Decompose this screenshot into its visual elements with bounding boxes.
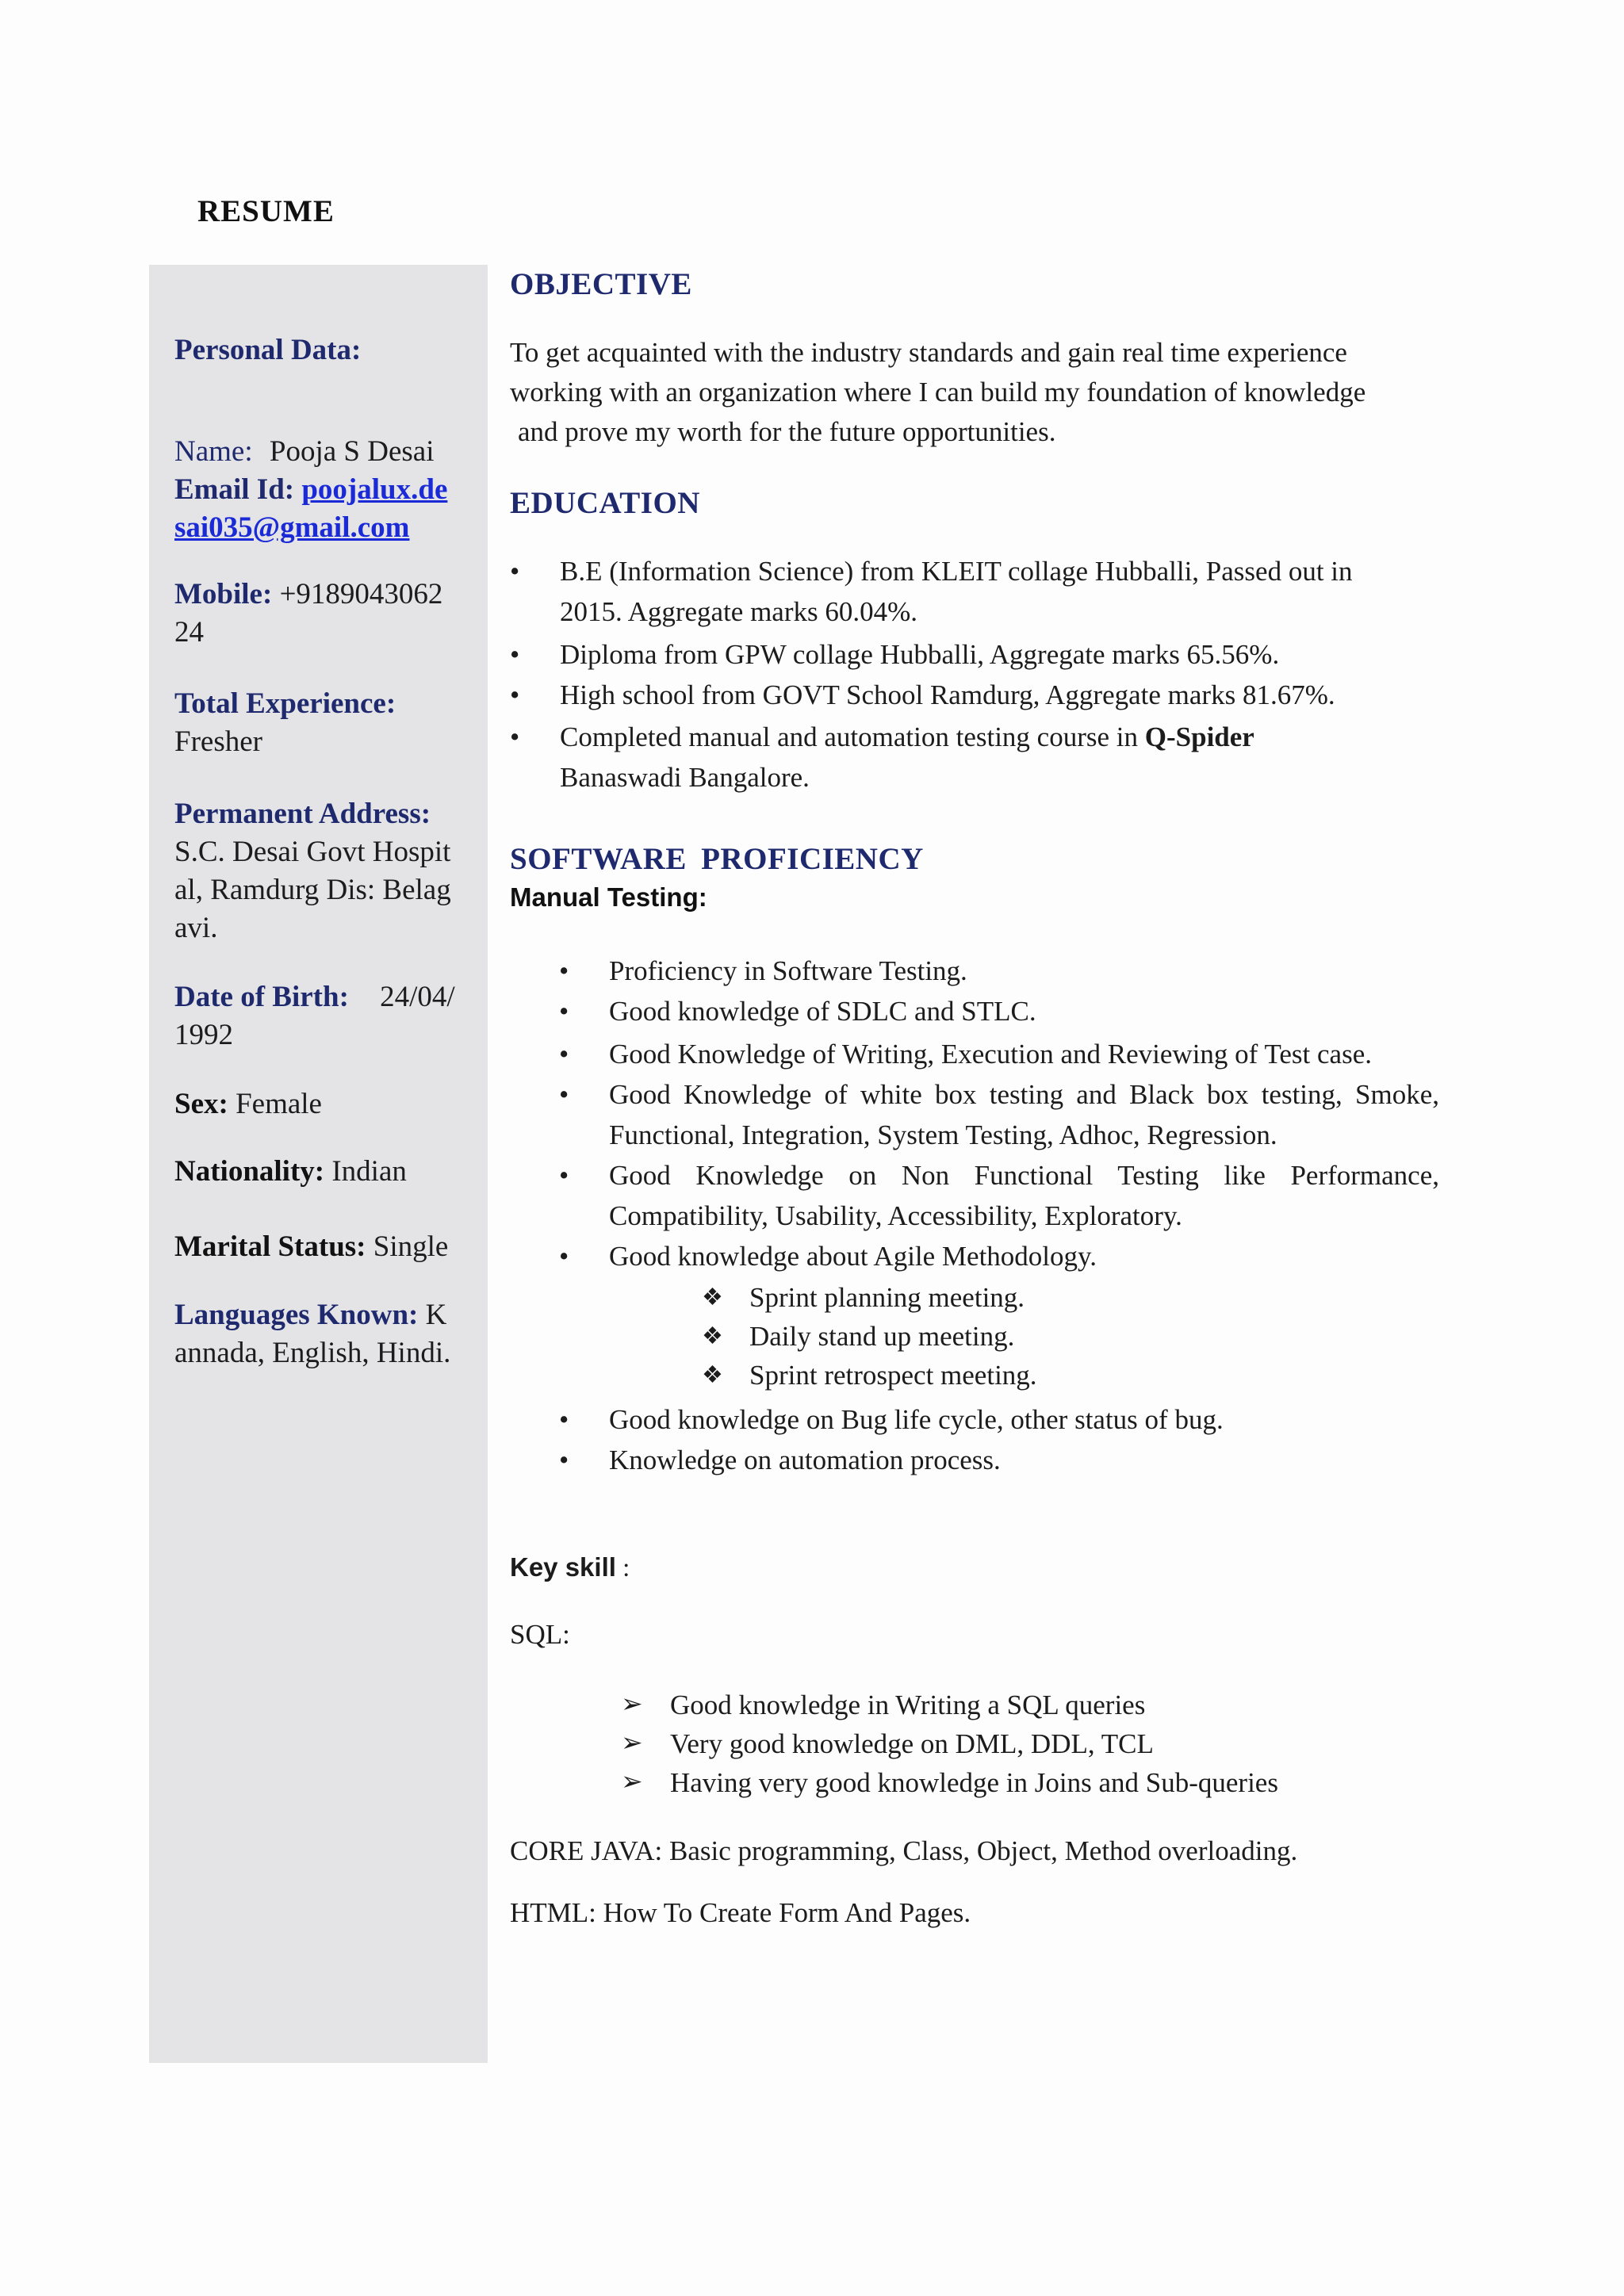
email-field [174,471,476,547]
bullet-icon: • [559,1039,569,1070]
objective-line-1: To get acquainted with the industry standards and gain real time experience [510,337,1347,368]
sex-label: Sex: [174,1088,228,1120]
education-item: • B.E (Information Science) from KLEIT collage Hubballi, Passed out in 2015. Aggregate marks 60.04%. [510,551,1446,632]
dob-value-part2: 1992 [174,1019,233,1051]
core-java-line: CORE JAVA: Basic programming, Class, Object, Method overloading. [510,1835,1298,1866]
agile-item: ❖ Daily stand up meeting. [702,1317,1336,1356]
experience-field [174,685,476,761]
languages-value-part2: annada, English, Hindi. [174,1337,451,1369]
bullet-icon: • [559,955,569,986]
diamond-bullet-icon: ❖ [702,1284,723,1311]
sex-field [174,1085,476,1123]
experience-label: Total Experience: [174,687,396,720]
mobile-label: Mobile: [174,578,273,610]
html-line: HTML: How To Create Form And Pages. [510,1897,971,1928]
software-heading: SOFTWARE PROFICIENCY [510,842,924,876]
name-field [174,433,476,471]
key-skill-colon: : [622,1554,630,1582]
education-item: • Diploma from GPW collage Hubballi, Aggregate marks 65.56%. [510,634,1446,675]
mobile-field [174,576,476,652]
languages-label: Languages Known: [174,1299,419,1331]
agile-item: ❖ Sprint retrospect meeting. [702,1356,1336,1395]
address-line-2: al, Ramdurg Dis: Belag [174,874,451,906]
key-skill-label: Key skill [510,1552,616,1582]
agile-item: ❖ Sprint planning meeting. [702,1278,1336,1317]
bullet-icon: • [510,721,520,752]
bullet-icon: • [510,679,520,710]
bullet-icon: • [510,556,520,587]
marital-value: Single [373,1230,449,1263]
objective-line-3: and prove my worth for the future opportunities. [518,416,1056,447]
name-value: Pooja S Desai [269,435,435,468]
diamond-bullet-icon: ❖ [702,1362,723,1388]
skill-item: • Good Knowledge of Writing, Execution and Reviewing of Test case. [559,1034,1439,1074]
bullet-icon: • [559,1079,569,1110]
education-list [510,551,1446,798]
mobile-value-part1: +9189043062 [279,578,443,610]
bullet-icon: • [559,1241,569,1272]
manual-testing-subheading: Manual Testing: [510,882,707,912]
sql-item: ➢ Very good knowledge on DML, DDL, TCL [621,1724,1446,1763]
name-label: Name: [174,435,253,468]
resume-title: RESUME [197,194,335,228]
objective-text [510,333,1446,452]
arrow-bullet-icon: ➢ [621,1690,643,1719]
skill-item: • Good Knowledge of white box testing and Black box testing, Smoke, Functional, Integration, System Testing, Adhoc, Regression. [559,1074,1439,1155]
bullet-icon: • [559,996,569,1027]
arrow-bullet-icon: ➢ [621,1729,643,1758]
objective-line-2: working with an organization where I can build my foundation of knowledge [510,377,1366,408]
address-label: Permanent Address: [174,798,431,830]
bullet-icon: • [559,1160,569,1191]
address-line-1: S.C. Desai Govt Hospit [174,836,451,868]
bullet-icon: • [510,639,520,670]
address-line-3: avi. [174,912,218,944]
skill-item: • Proficiency in Software Testing. [559,951,1439,991]
languages-field [174,1296,476,1372]
nationality-label: Nationality: [174,1155,325,1188]
nationality-value: Indian [331,1155,407,1188]
skill-item: • Good knowledge on Bug life cycle, other status of bug. [559,1399,1439,1440]
email-label: Email Id: [174,473,295,506]
address-field [174,795,476,947]
skill-item: • Good knowledge about Agile Methodology. [559,1236,1439,1276]
education-heading: EDUCATION [510,486,700,520]
sex-value: Female [236,1088,322,1120]
nationality-field [174,1153,476,1191]
dob-field [174,978,476,1054]
bullet-icon: • [559,1445,569,1475]
sql-item: ➢ Having very good knowledge in Joins and Sub-queries [621,1763,1446,1802]
email-link-part2[interactable]: sai035@gmail.com [174,511,410,544]
experience-value: Fresher [174,725,262,758]
manual-testing-list-continued [559,1399,1439,1480]
languages-value-part1: K [425,1299,447,1331]
sql-list [621,1686,1446,1802]
personal-data-heading: Personal Data: [174,334,362,366]
arrow-bullet-icon: ➢ [621,1768,643,1797]
key-skill-heading [510,1552,630,1583]
skill-item: • Good Knowledge on Non Functional Testing like Performance, Compatibility, Usability, Accessibility, Exploratory. [559,1155,1439,1236]
marital-field [174,1228,476,1266]
dob-value-part1: 24/04/ [380,981,455,1013]
email-link-part1[interactable]: poojalux.de [301,473,448,506]
sql-label: SQL: [510,1619,570,1650]
bullet-icon: • [559,1404,569,1435]
skill-item: • Good knowledge of SDLC and STLC. [559,991,1439,1031]
agile-list [702,1278,1336,1395]
manual-testing-list [559,951,1439,1276]
education-item: • High school from GOVT School Ramdurg, Aggregate marks 81.67%. [510,675,1446,715]
diamond-bullet-icon: ❖ [702,1323,723,1349]
education-item: • Completed manual and automation testing course in Q-Spider Banaswadi Bangalore. [510,717,1446,798]
marital-label: Marital Status: [174,1230,366,1263]
sql-item: ➢ Good knowledge in Writing a SQL queries [621,1686,1446,1724]
skill-item: • Knowledge on automation process. [559,1440,1439,1480]
mobile-value-part2: 24 [174,616,204,649]
objective-heading: OBJECTIVE [510,267,692,301]
dob-label: Date of Birth: [174,981,349,1013]
